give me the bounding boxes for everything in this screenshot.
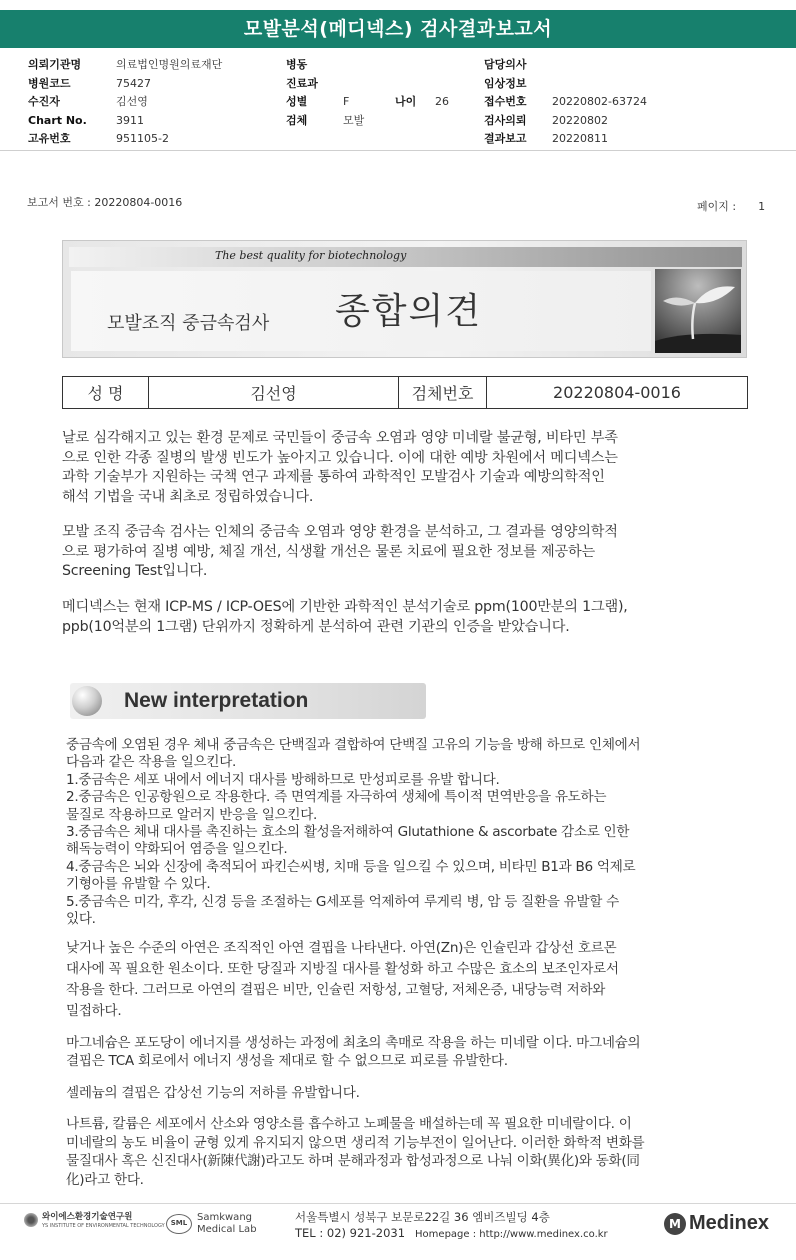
text-line: 결핍은 TCA 회로에서 에너지 생성을 제대로 할 수 없으므로 피로를 유발한다. xyxy=(66,1053,508,1069)
interpretation-zinc xyxy=(66,938,756,1022)
banner-heading: 종합의견 xyxy=(335,291,483,332)
text-line: 1.중금속은 세포 내에서 에너지 대사를 방해하므로 만성피로를 유발 합니다. xyxy=(66,771,500,788)
medinex-logo xyxy=(664,1212,769,1235)
interpretation-sodium-potassium xyxy=(66,1115,756,1189)
text-line: Screening Test입니다. xyxy=(62,563,208,579)
info-value: 20220802 xyxy=(552,113,608,127)
info-value: 김선영 xyxy=(116,95,148,108)
footer-homepage: Homepage : http://www.medinex.co.kr xyxy=(415,1229,608,1240)
info-value: 3911 xyxy=(116,113,144,127)
sprout-image xyxy=(655,269,741,353)
dept-label: 진료과 xyxy=(286,76,318,90)
info-label: 접수번호 xyxy=(484,95,527,108)
text-line: 작용을 한다. 그러므로 아연의 결핍은 비만, 인슐린 저항성, 고혈당, 저체온증, 내당능력 저하와 xyxy=(66,982,606,998)
text-line: 중금속에 오염된 경우 체내 중금속은 단백질과 결합하여 단백질 고유의 기능을 방해 하므로 인체에서 xyxy=(66,737,641,753)
banner-subtitle: 모발조직 중금속검사 xyxy=(107,313,270,334)
sex-value: F xyxy=(343,95,350,108)
patient-id-table xyxy=(62,376,748,409)
text-line: 모발 조직 중금속 검사는 인체의 중금속 오염과 영양 환경을 분석하고, 그 결과를 영양의학적 xyxy=(62,524,618,540)
info-column-patient xyxy=(286,56,449,130)
specimen-label: 검체 xyxy=(286,113,308,127)
samkwang-logo xyxy=(166,1212,257,1236)
specimen-number-value: 20220804-0016 xyxy=(553,383,681,402)
text-line: 기형아를 유발할 수 있다. xyxy=(66,876,211,893)
ys-institute-logo xyxy=(24,1210,165,1229)
info-label: 검사의뢰 xyxy=(484,113,527,127)
info-value: 20220811 xyxy=(552,132,608,145)
specimen-number-label: 검체번호 xyxy=(399,377,487,408)
header-divider xyxy=(0,150,796,151)
age-label: 나이 xyxy=(395,95,417,108)
text-line: 해독능력이 약화되어 염증을 일으킨다. xyxy=(66,841,288,858)
sml-logo-icon: SML xyxy=(166,1214,192,1234)
ys-logo-subtitle: YS INSTITUTE OF ENVIRONMENTAL TECHNOLOGY xyxy=(42,1223,165,1229)
info-label: Chart No. xyxy=(28,113,87,127)
name-value: 김선영 xyxy=(149,377,399,408)
text-line: 으로 평가하여 질병 예방, 체질 개선, 식생활 개선은 물론 치료에 필요한 정보를 제공하는 xyxy=(62,543,596,560)
info-value: 75427 xyxy=(116,76,151,90)
text-line: 셀레늄의 결핍은 갑상선 기능의 저하를 유발합니다. xyxy=(66,1085,360,1101)
ys-logo-name: 와이에스환경기술연구원 xyxy=(42,1212,133,1222)
intro-paragraph-1 xyxy=(62,429,752,507)
info-value: 20220802-63724 xyxy=(552,95,647,108)
text-line: 4.중금속은 뇌와 신장에 축적되어 파킨슨씨병, 치매 등을 일으킬 수 있으며, 비타민 B1과 B6 억제로 xyxy=(66,858,636,875)
samkwang-name: Samkwang xyxy=(197,1212,252,1223)
info-label: 담당의사 xyxy=(484,58,527,71)
info-label: 임상정보 xyxy=(484,76,527,90)
medinex-wordmark: Medinex xyxy=(689,1212,770,1234)
text-line: 미네랄의 농도 비율이 균형 있게 유지되지 않으면 생리적 기능부전이 일어난다. 이러한 화학적 변화를 xyxy=(66,1134,645,1151)
text-line: 나트륨, 칼륨은 세포에서 산소와 영양소를 흡수하고 노폐물을 배설하는데 꼭 필요한 미네랄이다. 이 xyxy=(66,1116,632,1132)
interpretation-selenium xyxy=(66,1085,756,1102)
medinex-logo-icon: M xyxy=(664,1213,686,1235)
text-line: 대사에 꼭 필요한 원소이다. 또한 당질과 지방질 대사를 활성화 하고 수많은 효소의 보조인자로서 xyxy=(66,961,619,977)
section-title: New interpretation xyxy=(124,689,309,712)
text-line: 5.중금속은 미각, 후각, 신경 등을 조절하는 G세포를 억제하여 루게릭 병, 암 등 질환을 유발할 수 xyxy=(66,893,619,910)
intro-paragraph-3 xyxy=(62,598,752,637)
info-label: 수진자 xyxy=(28,95,60,108)
summary-banner xyxy=(62,240,747,358)
info-value: 의료법인명원의료재단 xyxy=(116,58,223,71)
page-label: 페이지 : xyxy=(697,200,737,213)
text-line: 3.중금속은 체내 대사를 촉진하는 효소의 활성을저해하여 Glutathione & ascorbate 감소로 인한 xyxy=(66,824,630,841)
age-value: 26 xyxy=(435,95,449,108)
info-label: 결과보고 xyxy=(484,132,527,145)
page-indicator xyxy=(697,198,765,214)
report-title: 모발분석(메디넥스) 검사결과보고서 xyxy=(0,10,796,48)
intro-paragraph-2 xyxy=(62,523,752,582)
footer-divider xyxy=(0,1203,796,1204)
footer-tel: TEL : 02) 921-2031 xyxy=(295,1226,406,1240)
info-value: 951105-2 xyxy=(116,132,169,145)
text-line: 으로 인한 각종 질병의 발생 빈도가 높아지고 있습니다. 이에 대한 예방 차원에서 메디넥스는 xyxy=(62,449,618,466)
text-line: 다음과 같은 작용을 일으킨다. xyxy=(66,754,237,771)
page-number: 1 xyxy=(758,200,766,213)
text-line: 낮거나 높은 수준의 아연은 조직적인 아연 결핍을 나타낸다. 아연(Zn)은 인슐린과 갑상선 호르몬 xyxy=(66,940,617,956)
specimen-value: 모발 xyxy=(343,113,365,127)
ward-label: 병동 xyxy=(286,58,308,71)
text-line: 물질대사 혹은 신진대사(新陳代謝)라고도 하며 분해과정과 합성과정으로 나눠 이화(異化)와 동화(同 xyxy=(66,1153,640,1169)
info-column-requester xyxy=(28,56,222,149)
report-number: 보고서 번호 : 20220804-0016 xyxy=(27,196,183,209)
text-line: 해석 기법을 국내 최초로 정립하였습니다. xyxy=(62,488,314,505)
text-line: ppb(10억분의 1그램) 단위까지 정확하게 분석하여 관련 기관의 인증을 받았습니다. xyxy=(62,618,570,635)
ys-logo-icon xyxy=(24,1213,38,1227)
text-line: 있다. xyxy=(66,911,96,928)
samkwang-subtitle: Medical Lab xyxy=(197,1224,257,1235)
text-line: 과학 기술부가 지원하는 국책 연구 과제를 통하여 과학적인 모발검사 기술과 예방의학적인 xyxy=(62,469,605,485)
text-line: 2.중금속은 인공항원으로 작용한다. 즉 면역계를 자극하여 생체에 특이적 면역반응을 유도하는 xyxy=(66,789,607,806)
text-line: 날로 심각해지고 있는 환경 문제로 국민들이 중금속 오염과 영양 미네랄 불균형, 비타민 부족 xyxy=(62,430,618,446)
text-line: 물질로 작용하므로 알러지 반응을 일으킨다. xyxy=(66,806,318,823)
text-line: 밀접하다. xyxy=(66,1003,122,1019)
banner-tagline: The best quality for biotechnology xyxy=(215,249,407,262)
footer-address: 서울특별시 성북구 보문로22길 36 엠비즈빌딩 4층 xyxy=(295,1210,550,1224)
text-line: 化)라고 한다. xyxy=(66,1171,144,1188)
info-label: 의뢰기관명 xyxy=(28,58,82,71)
info-label: 병원코드 xyxy=(28,76,71,90)
info-label: 고유번호 xyxy=(28,132,71,145)
text-line: 마그네슘은 포도당이 에너지를 생성하는 과정에 최초의 촉매로 작용을 하는 미네랄 이다. 마그네슘의 xyxy=(66,1035,641,1051)
sex-label: 성별 xyxy=(286,95,308,108)
text-line: 메디넥스는 현재 ICP-MS / ICP-OES에 기반한 과학적인 분석기술로 ppm(100만분의 1그램), xyxy=(62,599,628,615)
sphere-icon xyxy=(72,686,102,716)
footer-contact xyxy=(295,1209,608,1243)
info-column-exam xyxy=(484,56,647,149)
interpretation-heavy-metals xyxy=(66,737,756,928)
interpretation-magnesium xyxy=(66,1034,756,1070)
name-label: 성 명 xyxy=(63,377,149,408)
